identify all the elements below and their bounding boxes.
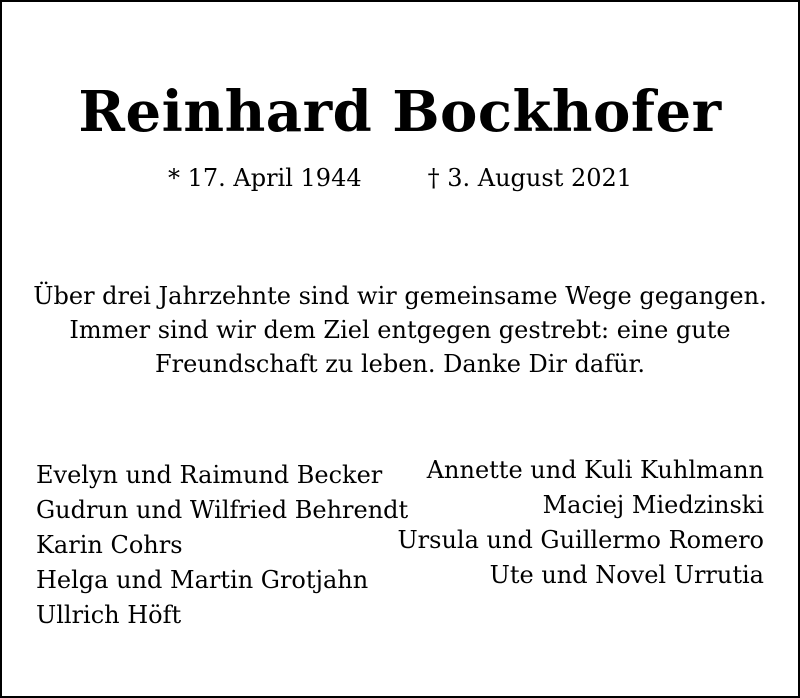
death-date: † 3. August 2021 <box>427 164 633 192</box>
message-line: Über drei Jahrzehnte sind wir gemeinsame Wege gegangen. <box>33 282 767 310</box>
life-dates <box>2 166 798 190</box>
signer-name: Gudrun und Wilfried Behrendt <box>36 496 409 524</box>
signers-left-column <box>36 458 408 633</box>
signer-name: Maciej Miedzinski <box>542 491 764 519</box>
signer-name: Annette und Kuli Kuhlmann <box>426 456 764 484</box>
signer-name: Evelyn und Raimund Becker <box>36 461 383 489</box>
birth-date: * 17. April 1944 <box>167 164 362 192</box>
message-line: Immer sind wir dem Ziel entgegen gestrebt: eine gute <box>69 316 731 344</box>
message-line: Freundschaft zu leben. Danke Dir dafür. <box>154 350 646 378</box>
signer-name: Karin Cohrs <box>36 531 183 559</box>
signer-name: Helga und Martin Grotjahn <box>36 566 369 594</box>
signer-name: Ullrich Höft <box>36 601 182 629</box>
signer-name: Ute und Novel Urrutia <box>489 561 764 589</box>
deceased-name: Reinhard Bockhofer <box>78 79 722 145</box>
signer-name: Ursula und Guillermo Romero <box>397 526 764 554</box>
memorial-message <box>2 279 798 381</box>
signers-right-column <box>397 453 764 593</box>
